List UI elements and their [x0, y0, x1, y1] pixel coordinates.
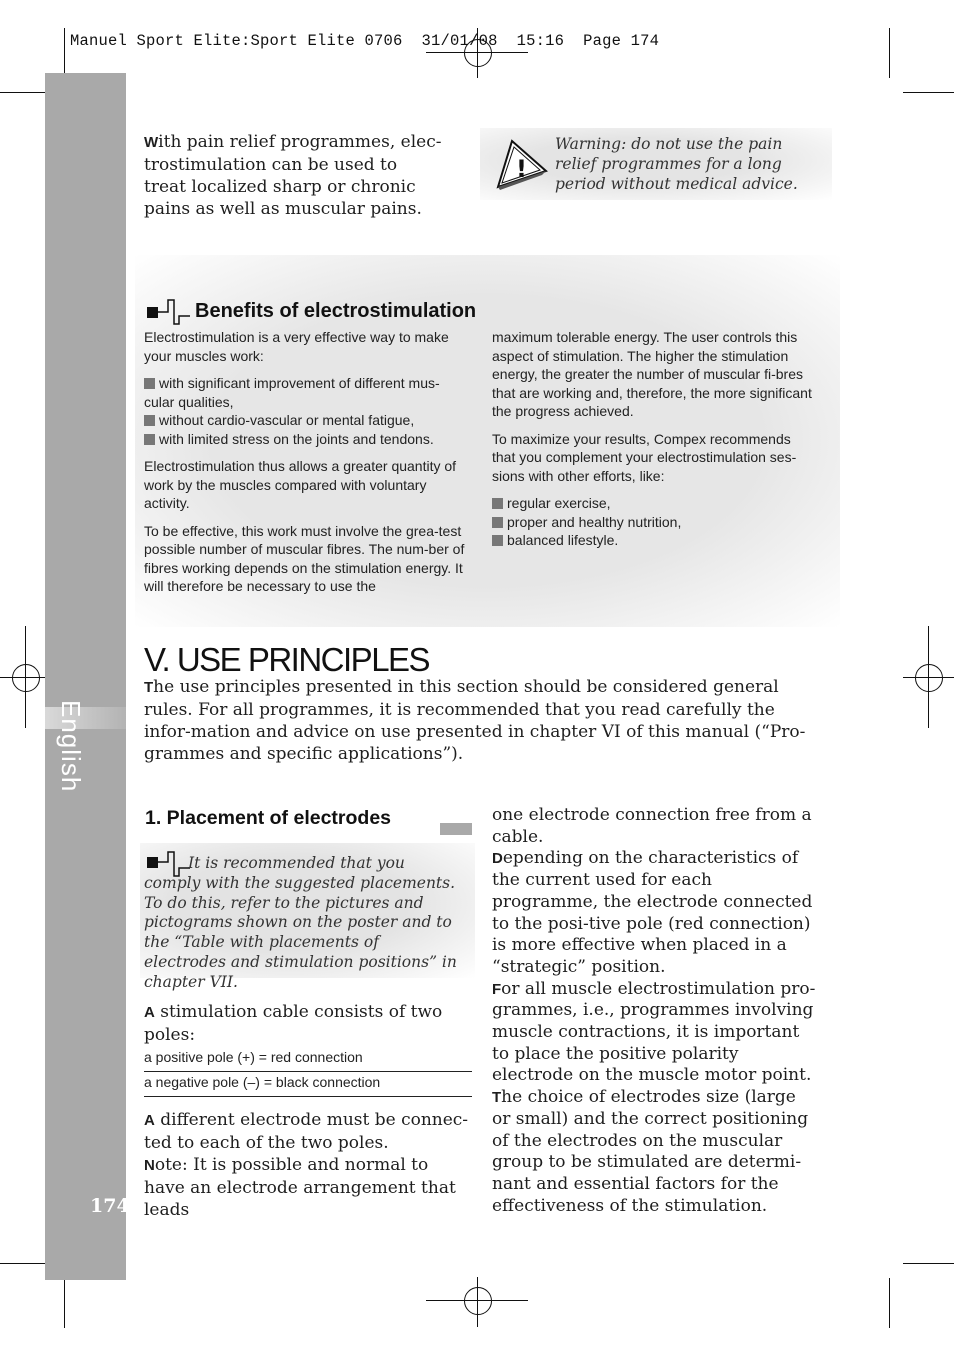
- divider: [144, 1071, 472, 1072]
- list-item: regular exercise,: [492, 494, 812, 513]
- warning-triangle-icon: [494, 137, 550, 193]
- pulse-icon: [146, 298, 192, 326]
- list-item: with significant improvement of different mus-cular qualities,: [144, 375, 440, 410]
- list-item: proper and healthy nutrition,: [492, 513, 812, 532]
- bullet-square-icon: [144, 415, 155, 426]
- language-label: English: [56, 700, 86, 793]
- placement-note: It is recommended that you comply with the suggested placements. To do this, refer to the pictures and pictograms shown on the poster and to the “Table with placements of electrodes and stimulation positions” in chapter VII.: [144, 854, 457, 991]
- paragraph: For all muscle electrostimulation pro-grammes, i.e., programmes involving muscle contractions, it is important to place the positive polarity electrode on the muscle motor point.: [492, 978, 816, 1086]
- list-item: with limited stress on the joints and tendons.: [144, 430, 469, 449]
- pole-negative: a negative pole (–) = black connection: [144, 1074, 381, 1090]
- section-intro: The use principles presented in this section should be considered general rules. For all programmes, it is recommended that you read carefully the infor-mation and advice on use presented in chapter VI of this manual (“Pro-grammes and specific applications”).: [144, 677, 806, 764]
- divider: [144, 1096, 472, 1097]
- paragraph: one electrode connection free from a cable.: [492, 805, 812, 847]
- benefits-paragraph: Electrostimulation thus allows a greater quantity of work by the muscles compared with voluntary activity.: [144, 458, 457, 511]
- benefits-title: Benefits of electrostimulation: [195, 300, 477, 322]
- warning-text: Warning: do not use the pain relief programmes for a long period without medical advice.: [555, 135, 798, 193]
- svg-text:!: !: [516, 155, 527, 183]
- benefits-intro: Electrostimulation is a very effective way to make your muscles work:: [144, 329, 449, 364]
- paragraph: The choice of electrodes size (large or small) and the correct positioning of the electrodes on the muscular group to be stimulated are determi-nant and essential factors for the effectiveness of the stimulation.: [492, 1087, 809, 1216]
- crop-mark: [889, 1278, 890, 1328]
- benefits-left-column: [144, 328, 469, 605]
- bullet-square-icon: [492, 498, 503, 509]
- placement-title: 1. Placement of electrodes: [145, 807, 392, 829]
- crop-mark: [64, 28, 65, 78]
- page-number: 174: [90, 1195, 130, 1217]
- crop-mark: [903, 92, 954, 93]
- list-item: balanced lifestyle.: [492, 531, 812, 550]
- bullet-square-icon: [144, 434, 155, 445]
- title-bar: [440, 823, 472, 835]
- intro-paragraph: With pain relief programmes, elec-trostimulation can be used to treat localized sharp or chronic pains as well as muscular pains.: [144, 132, 442, 219]
- benefits-paragraph: To maximize your results, Compex recommends that you complement your electrostimulation ses-sions with other efforts, like:: [492, 430, 797, 484]
- benefits-paragraph: To be effective, this work must involve the grea-test possible number of muscular fibres. The num-ber of fibres working depends on the stimulation energy. It will therefore be necessary to use the: [144, 522, 465, 594]
- bullet-square-icon: [492, 535, 503, 546]
- bullet-square-icon: [492, 517, 503, 528]
- paragraph: Depending on the characteristics of the current used for each programme, the electrode connected to the posi-tive pole (red connection) is more effective when placed in a “strategic” position.: [492, 848, 813, 977]
- section-title: V. USE PRINCIPLES: [144, 641, 430, 678]
- cable-paragraph: A stimulation cable consists of two poles:: [144, 1002, 443, 1045]
- print-header: Manuel Sport Elite:Sport Elite 0706 31/01/08 15:16 Page 174: [70, 32, 660, 50]
- crop-mark: [903, 1263, 954, 1264]
- sidebar-strip: [45, 73, 126, 1280]
- pole-positive: a positive pole (+) = red connection: [144, 1049, 363, 1065]
- benefits-paragraph: maximum tolerable energy. The user controls this aspect of stimulation. The higher the stimulation energy, the greater the number of muscular fi-bres that are working and, therefore, the more significant the progress achieved.: [492, 329, 812, 419]
- drop-cap: W: [144, 134, 159, 151]
- electrode-paragraph: A different electrode must be connec-ted to each of the two poles. Note: It is possible and normal to have an electrode arrangement that leads: [144, 1110, 469, 1220]
- benefits-right-column: [492, 328, 812, 559]
- list-item: without cardio-vascular or mental fatigue,: [144, 411, 469, 430]
- crop-mark: [889, 28, 890, 78]
- bullet-square-icon: [144, 378, 155, 389]
- placement-right-column: [492, 805, 817, 1217]
- crop-mark: [64, 1278, 65, 1328]
